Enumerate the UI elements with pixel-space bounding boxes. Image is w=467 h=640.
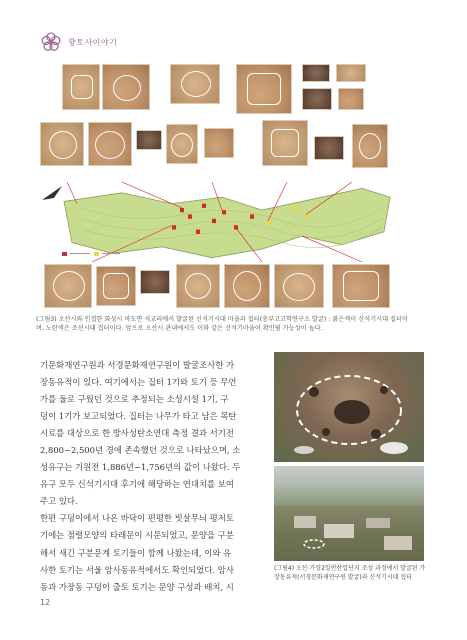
excavation-photo	[262, 120, 308, 166]
body-line: 유구 모두 신석기시대 후기에 해당하는 연대치를 보여	[40, 479, 234, 490]
figure-caption: (그림3) 오산시와 인접한 화성시 마도면 석교리에서 발굴된 신석기시대 마을과 집터(충부고고학연구소 발굴) : 붉은색이 신석기시대 집터이며, 노란색은 조선시대 집터이다. 앞으로 오산시 관내에서도 이와 같은 신석기마을이 확인될 가능성이 높다.	[36, 316, 408, 332]
body-line: 가를 둘로 구웠던 것으로 추정되는 소성시설 1기, 구	[40, 394, 229, 405]
figure-excavation-composite	[40, 64, 392, 310]
body-line: 한편 구덩이에서 나온 바닥이 편평한 빗살무늬 평저토	[40, 513, 234, 524]
aerial-photo-dwelling	[274, 352, 424, 462]
section-title: 향토사이야기	[68, 37, 118, 47]
excavation-photo	[88, 122, 132, 166]
artifact-photo	[336, 64, 366, 82]
north-arrow-icon	[40, 182, 64, 204]
page-header	[40, 30, 117, 54]
body-line: 동과 가장동 구덩이 출토 토기는 문양 구성과 배치, 시	[40, 581, 234, 592]
body-line: 2,800~2,500년 경에 존속했던 것으로 나타났으며, 소	[40, 445, 241, 456]
body-line: 기문화재연구원과 서경문화재연구원이 발굴조사한 가	[40, 360, 235, 370]
excavation-photo	[102, 64, 150, 110]
page-number: 12	[40, 598, 51, 607]
body-line: 장동유적이 있다. 여기에서는 집터 1기와 토기 등 무언	[40, 377, 237, 388]
artifact-photo	[302, 64, 330, 82]
article-body	[40, 357, 252, 596]
figure-caption: (그림4) 오산 가장2일반산업단지 조성 과정에서 발굴된 가장동유적(서경문화재연구원 발굴)과 신석기시대 집터	[274, 565, 426, 581]
dwelling-outline	[274, 352, 424, 462]
body-line: 성유구는 기원전 1,886년~1,756년의 값이 나왔다. 두	[40, 462, 241, 473]
site-overview	[274, 466, 424, 561]
aerial-photo-site	[274, 466, 424, 561]
excavation-photo	[224, 264, 270, 308]
excavation-photo	[44, 264, 92, 308]
excavation-photo	[332, 264, 390, 308]
artifact-photo	[314, 136, 344, 160]
body-line: 해서 새긴 구분문계 토기들이 함께 나왔는데, 이와 유	[40, 547, 232, 558]
artifact-photo	[140, 270, 170, 294]
excavation-photo	[166, 124, 198, 164]
map-legend	[62, 250, 122, 260]
artifact-photo	[338, 88, 364, 110]
flower-emblem-icon	[40, 31, 62, 53]
excavation-photo	[236, 64, 292, 114]
excavation-photo	[176, 264, 220, 308]
excavation-photo	[352, 124, 388, 168]
excavation-photo	[204, 128, 234, 158]
excavation-photo	[96, 266, 136, 306]
body-line: 주고 있다.	[40, 496, 78, 507]
body-line: 기에는 점렬모양의 타래문이 시문되었고, 문양을 구분	[40, 530, 234, 541]
excavation-photo	[40, 122, 84, 166]
body-line: 시료를 대상으로 한 방사성탄소연대 측정 결과 서기전	[40, 428, 234, 439]
artifact-photo	[136, 130, 162, 150]
body-line: 덩이 1기가 보고되었다. 집터는 나무가 타고 남은 목탄	[40, 411, 237, 422]
excavation-photo	[62, 64, 100, 110]
excavation-photo	[274, 264, 324, 308]
artifact-photo	[302, 88, 332, 110]
excavation-photo	[170, 64, 220, 104]
body-line: 사한 토기는 서울 암사동유적에서도 확인되었다. 암사	[40, 564, 234, 575]
